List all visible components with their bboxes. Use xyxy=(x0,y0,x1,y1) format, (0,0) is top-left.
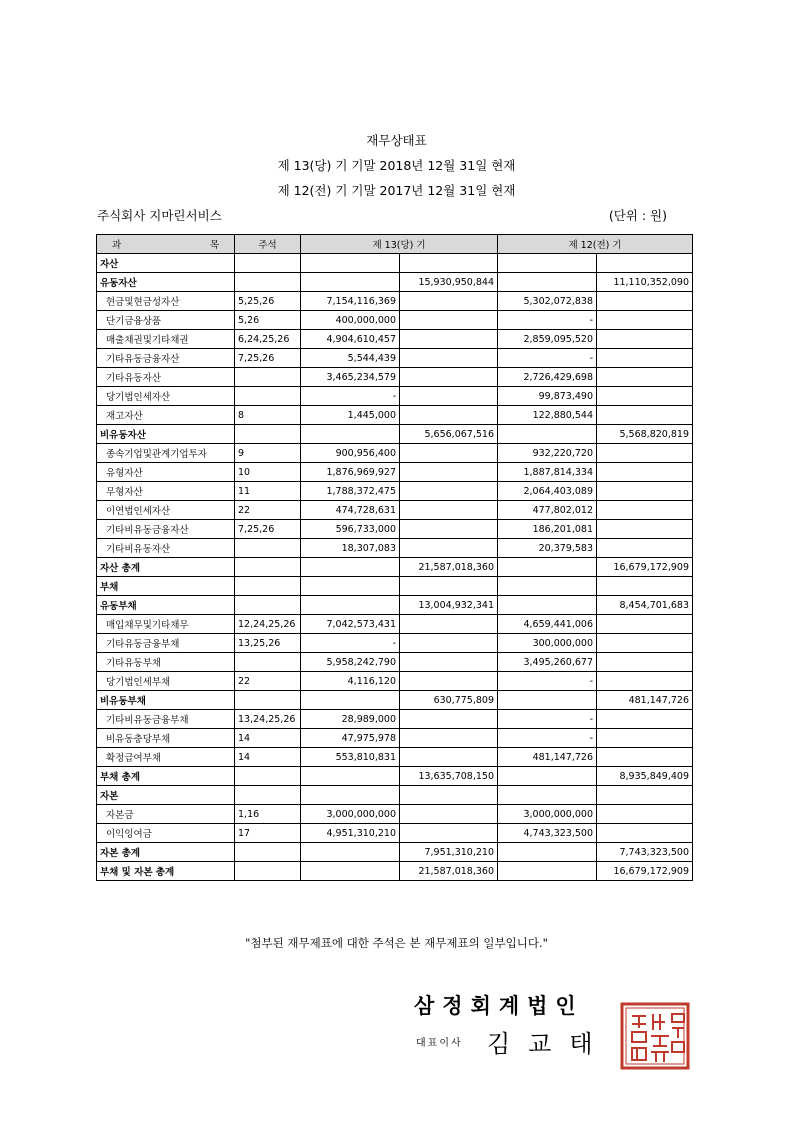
current-detail-cell: 1,788,372,475 xyxy=(301,482,400,501)
prior-total-cell: 7,743,323,500 xyxy=(597,843,693,862)
note-cell: 14 xyxy=(235,748,301,767)
period-current: 제 13(당) 기 기말 2018년 12월 31일 현재 xyxy=(277,158,516,173)
company-seal-icon xyxy=(620,1002,690,1070)
account-cell: 유동부채 xyxy=(97,596,235,615)
note-cell xyxy=(235,387,301,406)
table-row xyxy=(97,501,693,520)
account-header-left: 과 xyxy=(112,240,122,251)
prior-total-cell xyxy=(597,615,693,634)
prior-detail-cell: 3,000,000,000 xyxy=(498,805,597,824)
table-row xyxy=(97,577,693,596)
ceo-title: 대표이사 xyxy=(416,1038,463,1049)
prior-detail-cell xyxy=(498,425,597,444)
note-cell: 1,16 xyxy=(235,805,301,824)
prior-detail-cell: 99,873,490 xyxy=(498,387,597,406)
prior-total-cell xyxy=(597,406,693,425)
prior-detail-cell: - xyxy=(498,349,597,368)
prior-total-cell xyxy=(597,539,693,558)
prior-total-cell xyxy=(597,482,693,501)
current-total-cell xyxy=(400,330,498,349)
prior-total-cell: 8,454,701,683 xyxy=(597,596,693,615)
prior-total-cell xyxy=(597,748,693,767)
prior-total-cell: 11,110,352,090 xyxy=(597,273,693,292)
note-cell: 7,25,26 xyxy=(235,349,301,368)
current-total-cell: 21,587,018,360 xyxy=(400,558,498,577)
note-cell: 14 xyxy=(235,729,301,748)
prior-detail-cell: 3,495,260,677 xyxy=(498,653,597,672)
prior-detail-cell: 4,743,323,500 xyxy=(498,824,597,843)
note-cell xyxy=(235,653,301,672)
table-row xyxy=(97,558,693,577)
account-cell: 비유동충당부채 xyxy=(97,729,235,748)
prior-detail-cell: 20,379,583 xyxy=(498,539,597,558)
current-detail-cell xyxy=(301,862,400,881)
table-row xyxy=(97,444,693,463)
company-name: 주식회사 지마린서비스 xyxy=(97,208,222,223)
account-cell: 부채 xyxy=(97,577,235,596)
current-detail-cell: 5,544,439 xyxy=(301,349,400,368)
account-cell: 유동자산 xyxy=(97,273,235,292)
current-detail-cell: 28,989,000 xyxy=(301,710,400,729)
account-cell: 기타유동부채 xyxy=(97,653,235,672)
current-detail-cell xyxy=(301,767,400,786)
prior-total-cell xyxy=(597,254,693,273)
prior-detail-cell: 477,802,012 xyxy=(498,501,597,520)
current-detail-cell: 5,958,242,790 xyxy=(301,653,400,672)
prior-total-cell: 8,935,849,409 xyxy=(597,767,693,786)
account-cell: 자산 xyxy=(97,254,235,273)
account-cell: 단기금융상품 xyxy=(97,311,235,330)
current-total-cell xyxy=(400,786,498,805)
table-row xyxy=(97,311,693,330)
prior-detail-cell: 932,220,720 xyxy=(498,444,597,463)
current-detail-cell xyxy=(301,786,400,805)
prior-total-cell: 16,679,172,909 xyxy=(597,862,693,881)
current-detail-cell: 400,000,000 xyxy=(301,311,400,330)
note-cell: 9 xyxy=(235,444,301,463)
current-total-cell xyxy=(400,805,498,824)
prior-detail-cell: - xyxy=(498,311,597,330)
prior-period-header: 제 12(전) 기 xyxy=(498,235,693,254)
unit-label: (단위 : 원) xyxy=(608,208,667,223)
note-cell xyxy=(235,539,301,558)
note-cell: 22 xyxy=(235,672,301,691)
note-cell xyxy=(235,843,301,862)
account-cell: 비유동부채 xyxy=(97,691,235,710)
prior-total-cell xyxy=(597,520,693,539)
prior-total-cell: 481,147,726 xyxy=(597,691,693,710)
current-detail-cell xyxy=(301,843,400,862)
prior-total-cell xyxy=(597,349,693,368)
prior-total-cell xyxy=(597,368,693,387)
note-cell xyxy=(235,254,301,273)
current-total-cell: 21,587,018,360 xyxy=(400,862,498,881)
table-row xyxy=(97,596,693,615)
prior-total-cell xyxy=(597,786,693,805)
account-cell: 기타유동자산 xyxy=(97,368,235,387)
prior-total-cell xyxy=(597,710,693,729)
note-cell: 12,24,25,26 xyxy=(235,615,301,634)
current-total-cell: 5,656,067,516 xyxy=(400,425,498,444)
account-cell: 재고자산 xyxy=(97,406,235,425)
account-cell: 당기법인세부채 xyxy=(97,672,235,691)
account-cell: 기타비유동자산 xyxy=(97,539,235,558)
account-cell: 기타유동금융자산 xyxy=(97,349,235,368)
prior-detail-cell xyxy=(498,843,597,862)
table-row xyxy=(97,463,693,482)
prior-detail-cell xyxy=(498,596,597,615)
account-cell: 자산 총계 xyxy=(97,558,235,577)
prior-total-cell xyxy=(597,729,693,748)
account-cell: 기타비유동금융자산 xyxy=(97,520,235,539)
current-total-cell xyxy=(400,748,498,767)
prior-total-cell xyxy=(597,672,693,691)
current-period-header: 제 13(당) 기 xyxy=(301,235,498,254)
account-header-right: 목 xyxy=(209,240,219,251)
current-total-cell: 13,635,708,150 xyxy=(400,767,498,786)
current-total-cell xyxy=(400,406,498,425)
current-total-cell xyxy=(400,710,498,729)
current-detail-cell: 4,116,120 xyxy=(301,672,400,691)
table-row xyxy=(97,691,693,710)
current-total-cell: 7,951,310,210 xyxy=(400,843,498,862)
period-prior: 제 12(전) 기 기말 2017년 12월 31일 현재 xyxy=(277,183,516,198)
prior-detail-cell: 186,201,081 xyxy=(498,520,597,539)
current-total-cell xyxy=(400,311,498,330)
account-cell: 당기법인세자산 xyxy=(97,387,235,406)
prior-total-cell xyxy=(597,653,693,672)
note-cell: 22 xyxy=(235,501,301,520)
prior-detail-cell: 2,726,429,698 xyxy=(498,368,597,387)
note-cell xyxy=(235,558,301,577)
account-cell: 비유동자산 xyxy=(97,425,235,444)
table-row xyxy=(97,254,693,273)
prior-total-cell: 16,679,172,909 xyxy=(597,558,693,577)
account-cell: 이연법인세자산 xyxy=(97,501,235,520)
current-detail-cell: 47,975,978 xyxy=(301,729,400,748)
table-row xyxy=(97,292,693,311)
prior-detail-cell: - xyxy=(498,729,597,748)
current-detail-cell: 553,810,831 xyxy=(301,748,400,767)
current-detail-cell xyxy=(301,425,400,444)
account-cell: 기타비유동금융부채 xyxy=(97,710,235,729)
current-detail-cell: 3,465,234,579 xyxy=(301,368,400,387)
table-row xyxy=(97,482,693,501)
table-row xyxy=(97,672,693,691)
prior-detail-cell: 2,064,403,089 xyxy=(498,482,597,501)
note-cell xyxy=(235,368,301,387)
current-detail-cell xyxy=(301,596,400,615)
note-cell: 10 xyxy=(235,463,301,482)
current-detail-cell xyxy=(301,558,400,577)
account-cell: 자본 xyxy=(97,786,235,805)
table-row xyxy=(97,615,693,634)
current-detail-cell xyxy=(301,254,400,273)
note-cell xyxy=(235,273,301,292)
current-detail-cell: 3,000,000,000 xyxy=(301,805,400,824)
current-detail-cell xyxy=(301,577,400,596)
table-row xyxy=(97,406,693,425)
current-total-cell xyxy=(400,292,498,311)
table-row xyxy=(97,520,693,539)
note-cell: 13,24,25,26 xyxy=(235,710,301,729)
prior-detail-cell xyxy=(498,273,597,292)
prior-detail-cell: 1,887,814,334 xyxy=(498,463,597,482)
note-cell: 5,25,26 xyxy=(235,292,301,311)
prior-detail-cell xyxy=(498,862,597,881)
firm-name: 삼정회계법인 xyxy=(414,993,584,1018)
prior-detail-cell xyxy=(498,254,597,273)
note-cell xyxy=(235,596,301,615)
note-cell: 11 xyxy=(235,482,301,501)
prior-total-cell xyxy=(597,634,693,653)
table-row xyxy=(97,824,693,843)
current-total-cell xyxy=(400,463,498,482)
note-column-header: 주석 xyxy=(235,235,301,254)
table-row xyxy=(97,748,693,767)
account-cell: 자본 총계 xyxy=(97,843,235,862)
account-cell: 자본금 xyxy=(97,805,235,824)
current-detail-cell: 18,307,083 xyxy=(301,539,400,558)
account-cell: 종속기업및관계기업투자 xyxy=(97,444,235,463)
note-cell xyxy=(235,691,301,710)
prior-detail-cell: - xyxy=(498,672,597,691)
prior-total-cell xyxy=(597,292,693,311)
current-total-cell: 15,930,950,844 xyxy=(400,273,498,292)
table-header-row xyxy=(97,235,693,254)
note-cell xyxy=(235,767,301,786)
current-detail-cell: 1,445,000 xyxy=(301,406,400,425)
current-detail-cell: 596,733,000 xyxy=(301,520,400,539)
prior-detail-cell: 481,147,726 xyxy=(498,748,597,767)
current-detail-cell xyxy=(301,691,400,710)
current-total-cell xyxy=(400,349,498,368)
prior-total-cell xyxy=(597,444,693,463)
current-detail-cell: 4,904,610,457 xyxy=(301,330,400,349)
table-row xyxy=(97,786,693,805)
current-total-cell xyxy=(400,520,498,539)
note-cell: 7,25,26 xyxy=(235,520,301,539)
current-total-cell xyxy=(400,729,498,748)
table-row xyxy=(97,729,693,748)
ceo-name: 김교태 xyxy=(487,1030,611,1058)
current-total-cell xyxy=(400,368,498,387)
table-row xyxy=(97,539,693,558)
current-total-cell xyxy=(400,387,498,406)
current-detail-cell: - xyxy=(301,634,400,653)
prior-detail-cell xyxy=(498,577,597,596)
table-row xyxy=(97,634,693,653)
account-cell: 현금및현금성자산 xyxy=(97,292,235,311)
current-total-cell xyxy=(400,539,498,558)
current-detail-cell: 474,728,631 xyxy=(301,501,400,520)
account-cell: 기타유동금융부채 xyxy=(97,634,235,653)
current-total-cell xyxy=(400,824,498,843)
prior-total-cell xyxy=(597,463,693,482)
note-cell xyxy=(235,425,301,444)
table-row xyxy=(97,349,693,368)
prior-detail-cell: - xyxy=(498,710,597,729)
prior-total-cell xyxy=(597,805,693,824)
account-cell: 매출채권및기타채권 xyxy=(97,330,235,349)
current-detail-cell xyxy=(301,273,400,292)
table-row xyxy=(97,862,693,881)
table-row xyxy=(97,273,693,292)
current-total-cell xyxy=(400,672,498,691)
prior-total-cell xyxy=(597,387,693,406)
note-cell xyxy=(235,862,301,881)
current-detail-cell: 900,956,400 xyxy=(301,444,400,463)
table-row xyxy=(97,767,693,786)
prior-detail-cell: 300,000,000 xyxy=(498,634,597,653)
table-row xyxy=(97,330,693,349)
current-total-cell xyxy=(400,577,498,596)
note-cell: 5,26 xyxy=(235,311,301,330)
account-cell: 유형자산 xyxy=(97,463,235,482)
note-cell xyxy=(235,577,301,596)
current-detail-cell: 4,951,310,210 xyxy=(301,824,400,843)
account-cell: 확정급여부채 xyxy=(97,748,235,767)
note-cell: 13,25,26 xyxy=(235,634,301,653)
balance-sheet-table xyxy=(96,234,693,881)
current-detail-cell: 7,042,573,431 xyxy=(301,615,400,634)
prior-total-cell xyxy=(597,824,693,843)
account-cell: 부채 총계 xyxy=(97,767,235,786)
note-cell: 6,24,25,26 xyxy=(235,330,301,349)
current-total-cell xyxy=(400,482,498,501)
prior-total-cell xyxy=(597,501,693,520)
table-row xyxy=(97,653,693,672)
prior-total-cell: 5,568,820,819 xyxy=(597,425,693,444)
document-title: 재무상태표 xyxy=(366,133,427,148)
account-cell: 이익잉여금 xyxy=(97,824,235,843)
prior-detail-cell xyxy=(498,691,597,710)
current-total-cell xyxy=(400,444,498,463)
note-cell: 8 xyxy=(235,406,301,425)
account-cell: 매입채무및기타채무 xyxy=(97,615,235,634)
prior-detail-cell xyxy=(498,767,597,786)
current-detail-cell: 7,154,116,369 xyxy=(301,292,400,311)
table-row xyxy=(97,843,693,862)
prior-total-cell xyxy=(597,311,693,330)
prior-detail-cell: 2,859,095,520 xyxy=(498,330,597,349)
footnote: "첨부된 재무제표에 대한 주석은 본 재무제표의 일부입니다." xyxy=(245,936,548,950)
prior-detail-cell: 4,659,441,006 xyxy=(498,615,597,634)
prior-detail-cell: 122,880,544 xyxy=(498,406,597,425)
current-total-cell: 630,775,809 xyxy=(400,691,498,710)
current-total-cell xyxy=(400,254,498,273)
current-detail-cell: - xyxy=(301,387,400,406)
account-column-header xyxy=(97,235,235,254)
current-total-cell xyxy=(400,501,498,520)
account-cell: 부채 및 자본 총계 xyxy=(97,862,235,881)
account-cell: 무형자산 xyxy=(97,482,235,501)
current-total-cell xyxy=(400,615,498,634)
current-total-cell xyxy=(400,653,498,672)
prior-total-cell xyxy=(597,577,693,596)
table-row xyxy=(97,425,693,444)
current-detail-cell: 1,876,969,927 xyxy=(301,463,400,482)
prior-detail-cell xyxy=(498,786,597,805)
note-cell: 17 xyxy=(235,824,301,843)
current-total-cell xyxy=(400,634,498,653)
table-row xyxy=(97,805,693,824)
table-row xyxy=(97,368,693,387)
prior-detail-cell xyxy=(498,558,597,577)
table-row xyxy=(97,710,693,729)
table-row xyxy=(97,387,693,406)
prior-total-cell xyxy=(597,330,693,349)
prior-detail-cell: 5,302,072,838 xyxy=(498,292,597,311)
current-total-cell: 13,004,932,341 xyxy=(400,596,498,615)
note-cell xyxy=(235,786,301,805)
